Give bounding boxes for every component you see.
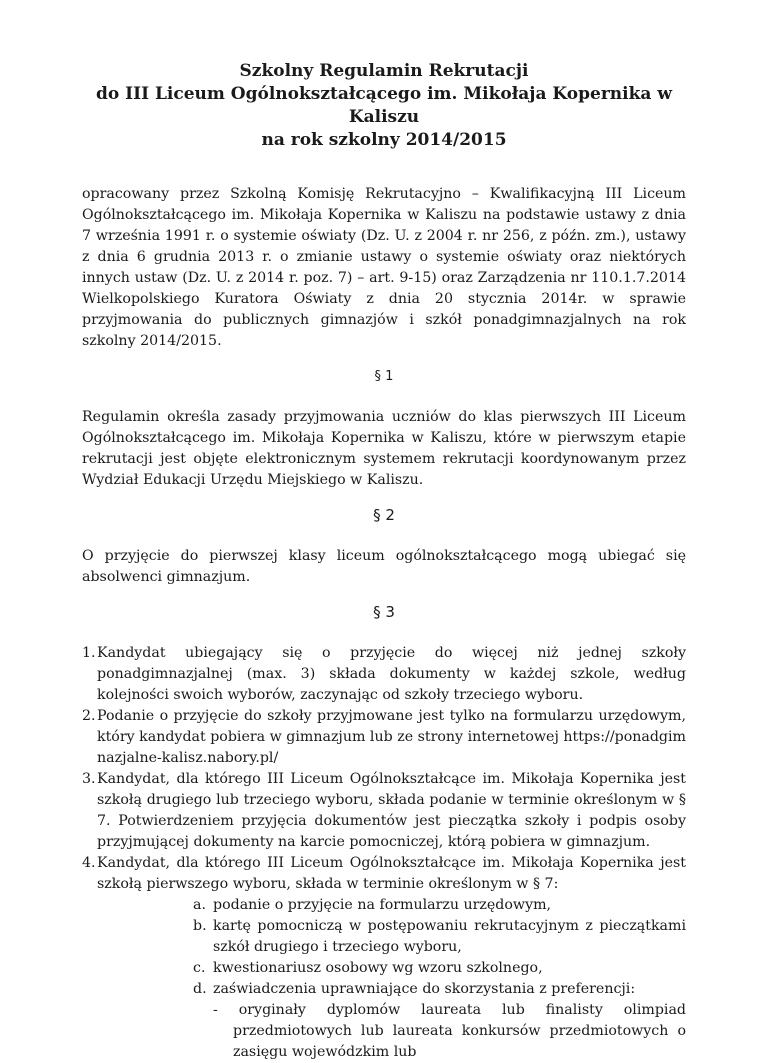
sub-item-letter: d.: [193, 981, 207, 997]
document-title: [82, 60, 686, 152]
sub-list: [97, 895, 686, 1063]
sub-list-item: [193, 916, 686, 958]
list-item: [82, 853, 686, 1063]
intro-paragraph: opracowany przez Szkolną Komisję Rekrutacyjno – Kwalifikacyjną III Liceum Ogólnokształcącego im. Mikołaja Kopernika w Kaliszu na podstawie ustawy z dnia 7 września 1991 r. o systemie oświaty (Dz. U. z 2004 r. nr 256, z późn. zm.), ustawy z dnia 6 grudnia 2013 r. o zmianie ustawy o systemie oświaty oraz niektórych innych ustaw (Dz. U. z 2014 r. poz. 7) – art. 9-15) oraz Zarządzenia nr 110.1.7.2014 Wielkopolskiego Kuratora Oświaty z dnia 20 stycznia 2014r. w sprawie przyjmowania do publicznych gimnazjów i szkół ponadgimnazjalnych na rok szkolny 2014/2015.: [82, 186, 686, 349]
list-item-number: 1.: [82, 645, 96, 661]
sub-item-text: zaświadczenia uprawniające do skorzystania z preferencji:: [213, 981, 636, 997]
sub-item-letter: c.: [193, 960, 206, 976]
section-3-sign: § 3: [373, 603, 395, 621]
list-item-text: Kandydat ubiegający się o przyjęcie do więcej niż jednej szkoły ponadgimnazjalnej (max. 3) składa dokumenty w każdej szkole, według kolejności swoich wyborów, zaczynając od szkoły trzeciego wyboru.: [97, 645, 686, 703]
section-2-text: O przyjęcie do pierwszej klasy liceum ogólnokształcącego mogą ubiegać się absolwenci gimnazjum.: [82, 548, 686, 585]
section-1-text: Regulamin określa zasady przyjmowania uczniów do klas pierwszych III Liceum Ogólnokształcącego im. Mikołaja Kopernika w Kaliszu, które w pierwszym etapie rekrutacji jest objęte elektronicznym systemem rekrutacji koordynowanym przez Wydział Edukacji Urzędu Miejskiego w Kaliszu.: [82, 409, 686, 488]
title-line-1: Szkolny Regulamin Rekrutacji: [239, 61, 529, 81]
sub-item-letter: a.: [193, 897, 206, 913]
list-item: [82, 643, 686, 706]
list-item-text: Kandydat, dla którego III Liceum Ogólnokształcące im. Mikołaja Kopernika jest szkołą drugiego lub trzeciego wyboru, składa podanie w terminie określonym w § 7. Potwierdzeniem przyjęcia dokumentów jest pieczątka szkoły i podpis osoby przyjmującej dokumenty na karcie pomocniczej, którą pobiera w gimnazjum.: [97, 771, 686, 850]
list-item-number: 4.: [82, 855, 96, 871]
title-line-2: do III Liceum Ogólnokształcącego im. Mikołaja Kopernika w Kaliszu: [96, 84, 672, 127]
title-line-3: na rok szkolny 2014/2015: [261, 130, 507, 150]
sub-list-item: [193, 979, 686, 1063]
section-2-sign: § 2: [373, 506, 395, 524]
list-item-text: Kandydat, dla którego III Liceum Ogólnokształcące im. Mikołaja Kopernika jest szkołą pierwszego wyboru, składa w terminie określonym w § 7:: [97, 855, 686, 892]
preference-dash-item: - oryginały dyplomów laureata lub finalisty olimpiad przedmiotowych lub laureata konkursów przedmiotowych o zasięgu wojewódzkim lub: [213, 1002, 686, 1060]
sub-item-text: podanie o przyjęcie na formularzu urzędowym,: [213, 897, 552, 913]
sub-item-letter: b.: [193, 918, 207, 934]
sub-list-item: [193, 895, 686, 916]
list-item-text: Podanie o przyjęcie do szkoły przyjmowane jest tylko na formularzu urzędowym, który kandydat pobiera w gimnazjum lub ze strony internetowej https://ponadgimnazjalne-kalisz.nabory.pl/: [97, 708, 686, 766]
sub-item-text: kwestionariusz osobowy wg wzoru szkolnego,: [213, 960, 543, 976]
section-3-list: [82, 643, 686, 1063]
document-body: [82, 184, 686, 1063]
sub-list-item: [193, 958, 686, 979]
list-item-number: 2.: [82, 708, 96, 724]
section-1-sign: § 1: [374, 369, 394, 384]
list-item: [82, 706, 686, 769]
list-item: [82, 769, 686, 853]
sub-item-text: kartę pomocniczą w postępowaniu rekrutacyjnym z pieczątkami szkół drugiego i trzeciego wyboru,: [213, 918, 686, 955]
list-item-number: 3.: [82, 771, 96, 787]
